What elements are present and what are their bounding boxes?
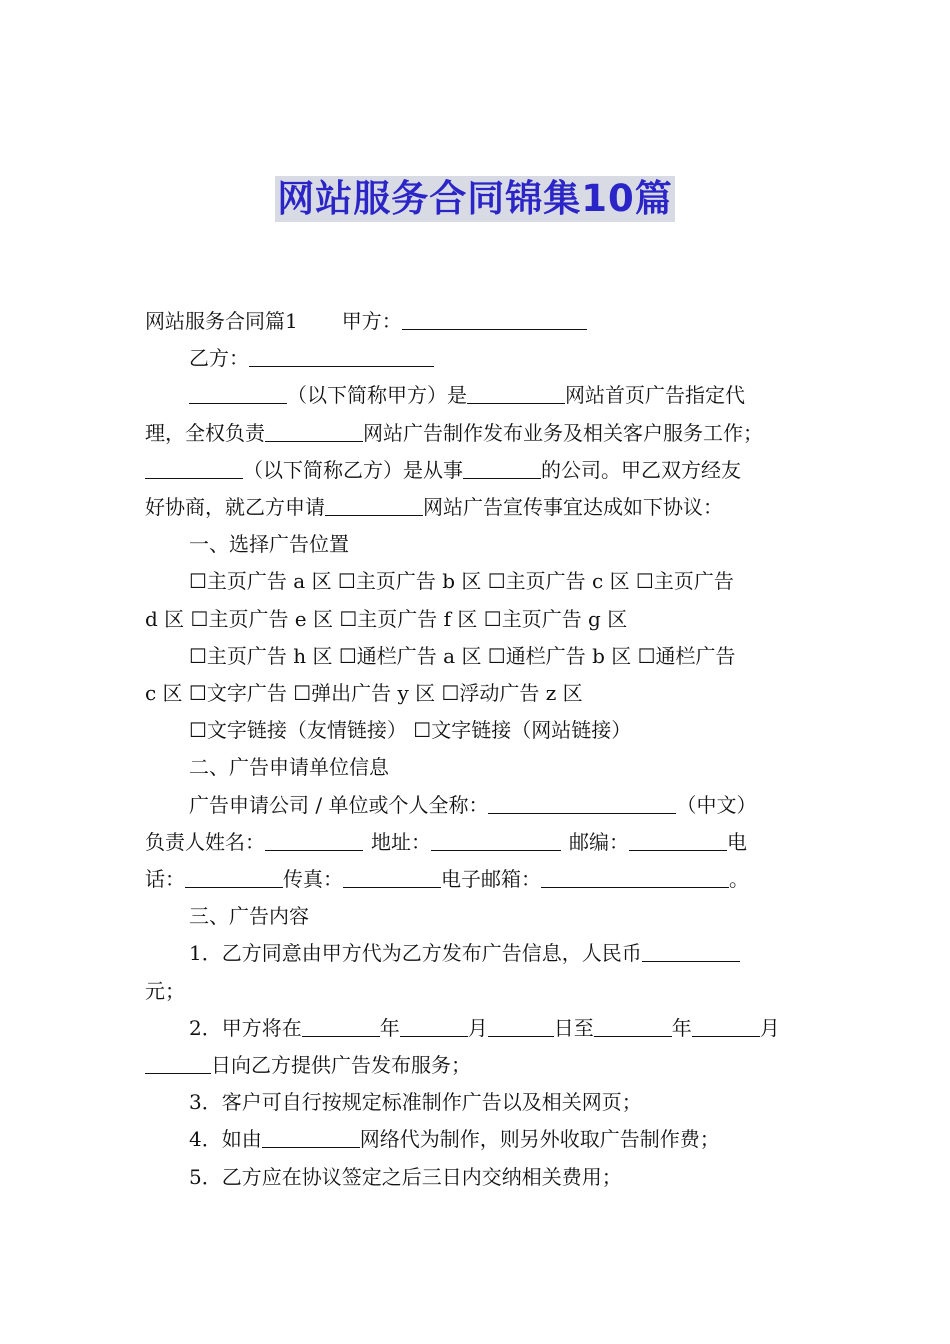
intro-text: （以下简称甲方）是: [287, 383, 467, 408]
zip-label: 邮编：: [569, 829, 629, 854]
blank: [642, 943, 740, 962]
blank: [189, 385, 287, 404]
item-1-line-a: [145, 935, 807, 972]
item-5: 5．乙方应在协议签定之后三日内交纳相关费用；: [189, 1164, 622, 1189]
blank: [431, 832, 561, 851]
contract-header-line: [145, 303, 807, 340]
intro-text: 的公司。甲乙双方经友: [541, 457, 741, 482]
month-label: 月: [467, 1015, 488, 1040]
intro-line-4: [145, 489, 807, 526]
intro-text: （以下简称乙方）是从事: [243, 457, 463, 482]
intro-line-1: [145, 377, 807, 414]
party-b-label: 乙方：: [189, 346, 249, 371]
intro-text: 好协商，就乙方申请: [145, 495, 325, 520]
blank: [488, 1018, 554, 1037]
blank: [343, 869, 441, 888]
item-4: [145, 1121, 807, 1158]
period: 。: [729, 867, 749, 892]
address-label: 地址：: [371, 829, 431, 854]
ad-options-row-1a: ☐主页广告 a 区 ☐主页广告 b 区 ☐主页广告 c 区 ☐主页广告: [189, 569, 734, 594]
blank: [145, 1055, 211, 1074]
blank: [692, 1018, 760, 1037]
document-title: 网站服务合同锦集10篇: [277, 177, 673, 220]
item-text: 网络代为制作，则另外收取广告制作费；: [359, 1127, 720, 1152]
document-body: [145, 303, 807, 1196]
applicant-name-suffix: （中文）: [676, 792, 757, 817]
intro-text: 网站广告制作发布业务及相关客户服务工作；: [363, 420, 763, 445]
tel-label: 话：: [145, 867, 185, 892]
blank: [145, 460, 243, 479]
item-text: 2．甲方将在: [189, 1015, 302, 1040]
party-a-label: 甲方：: [341, 309, 402, 333]
section-3-heading: 三、广告内容: [189, 904, 309, 929]
blank: [325, 497, 423, 516]
intro-line-2: [145, 415, 807, 452]
fax-email-line: [145, 861, 807, 898]
party-b-line: [145, 340, 807, 377]
day-to-label: 日至: [553, 1015, 594, 1040]
ad-options-row-1b: d 区 ☐主页广告 e 区 ☐主页广告 f 区 ☐主页广告 g 区: [145, 606, 628, 631]
item-text: 日向乙方提供广告发布服务；: [211, 1053, 471, 1078]
applicant-name-label: 广告申请公司 / 单位或个人全称：: [189, 792, 489, 817]
title-container: [0, 176, 950, 222]
contact-label: 负责人姓名：: [145, 829, 265, 854]
ad-options-row-2b: c 区 ☐文字广告 ☐弹出广告 y 区 ☐浮动广告 z 区: [145, 681, 583, 706]
contact-line: [145, 824, 807, 861]
blank: [488, 795, 676, 814]
tel-label: 电: [727, 829, 747, 854]
intro-line-3: [145, 452, 807, 489]
intro-text: 网站广告宣传事宜达成如下协议：: [423, 495, 723, 520]
blank: [541, 869, 729, 888]
contract-label: 网站服务合同篇1: [145, 309, 298, 333]
year-label: 年: [671, 1015, 692, 1040]
blank: [400, 1018, 468, 1037]
blank: [302, 1018, 380, 1037]
applicant-name-line: [145, 787, 807, 824]
item-2-line-a: [145, 1010, 807, 1047]
section-1-heading: 一、选择广告位置: [189, 532, 349, 557]
section-2-heading: 二、广告申请单位信息: [189, 755, 389, 780]
blank: [594, 1018, 672, 1037]
ad-options-row-3: ☐文字链接（友情链接） ☐文字链接（网站链接）: [189, 718, 632, 743]
blank: [185, 869, 283, 888]
blank: [265, 832, 363, 851]
party-a-blank: [402, 311, 587, 330]
blank: [629, 832, 727, 851]
item-text: 4．如由: [189, 1127, 262, 1152]
email-label: 电子邮箱：: [441, 867, 541, 892]
blank: [467, 385, 565, 404]
blank: [463, 460, 541, 479]
blank: [262, 1129, 360, 1148]
intro-text: 理，全权负责: [145, 420, 265, 445]
item-1-line-b: 元；: [145, 978, 185, 1003]
blank: [265, 423, 363, 442]
fax-label: 传真：: [283, 867, 343, 892]
item-text: 1．乙方同意由甲方代为乙方发布广告信息，人民币: [189, 941, 642, 966]
month-label: 月: [759, 1015, 780, 1040]
item-2-line-b: [145, 1047, 807, 1084]
item-3: 3．客户可自行按规定标准制作广告以及相关网页；: [189, 1090, 642, 1115]
ad-options-row-2a: ☐主页广告 h 区 ☐通栏广告 a 区 ☐通栏广告 b 区 ☐通栏广告: [189, 643, 736, 668]
party-b-blank: [249, 348, 434, 367]
year-label: 年: [379, 1015, 400, 1040]
intro-text: 网站首页广告指定代: [565, 383, 745, 408]
